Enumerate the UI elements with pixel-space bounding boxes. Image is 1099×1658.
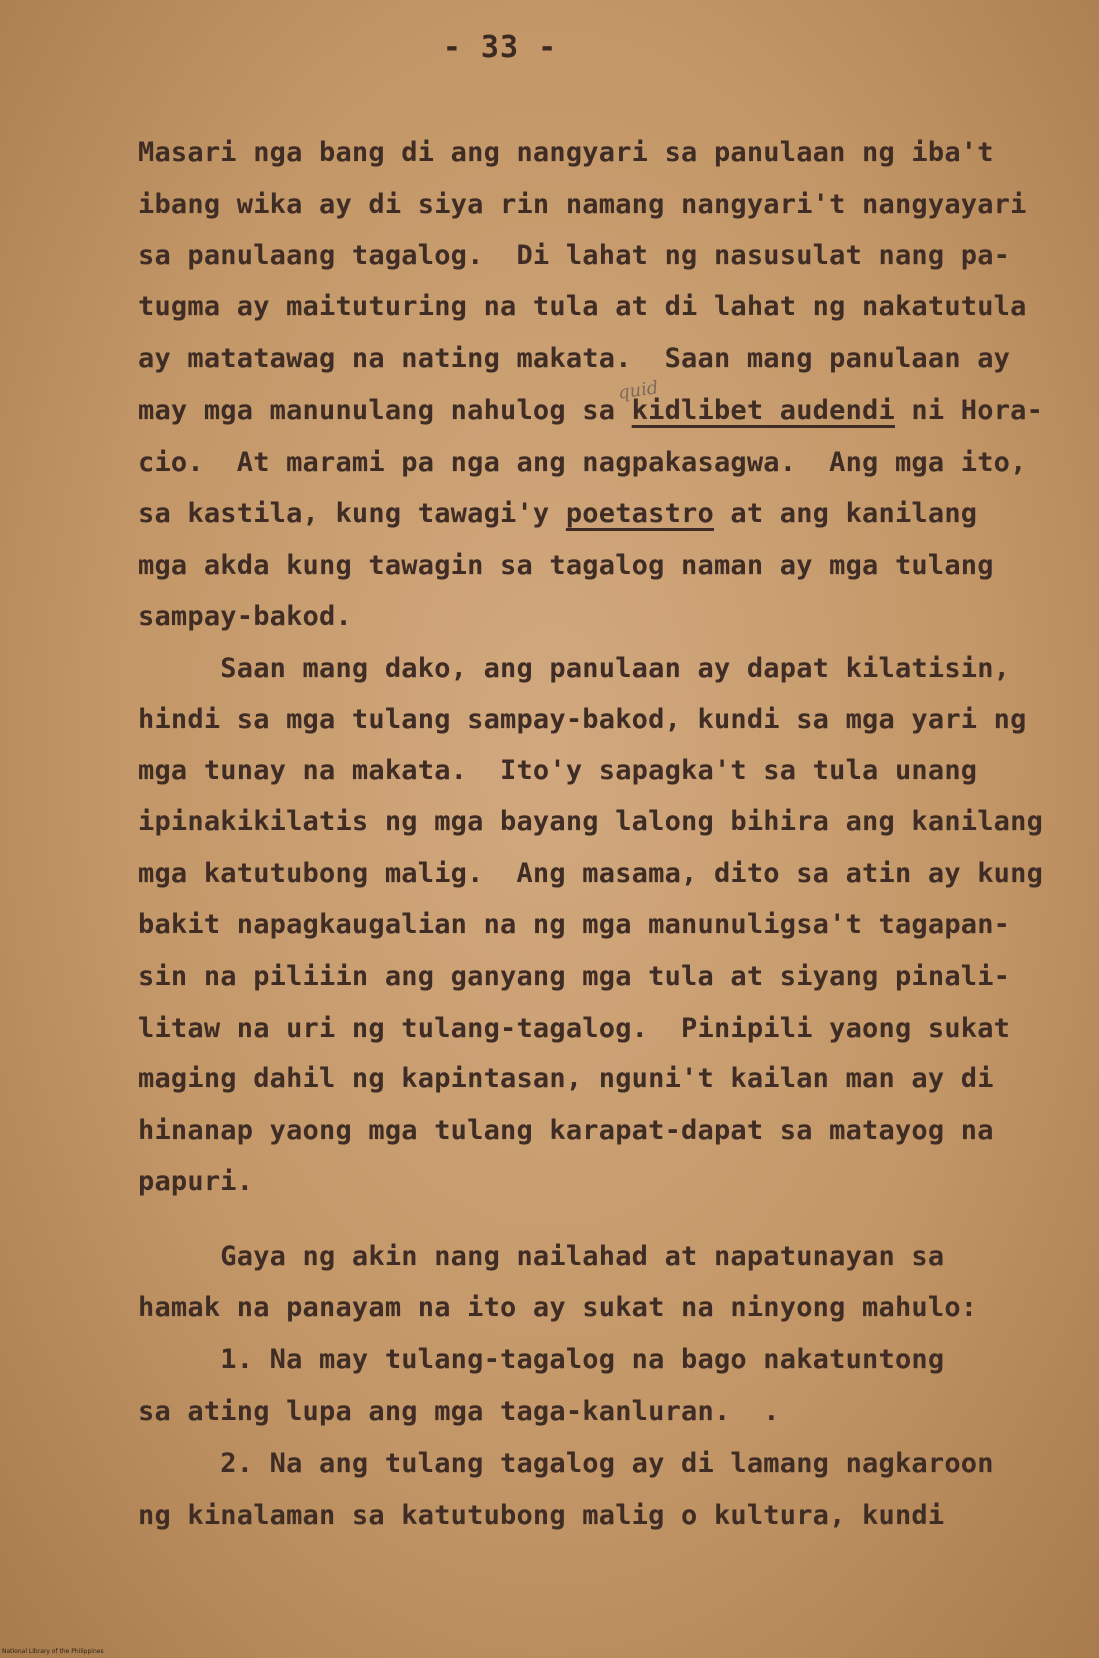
text-line: mga katutubong malig. Ang masama, dito sa atin ay kung xyxy=(138,858,1044,889)
text-line: sampay-bakod. xyxy=(138,601,352,632)
underlined-term: kidlibet audendi xyxy=(631,395,895,426)
text-line: maging dahil ng kapintasan, nguni't kailan man ay di xyxy=(138,1063,994,1094)
text-segment: may mga manunulang nahulog sa xyxy=(138,395,632,426)
text-line: Gaya ng akin nang nailahad at napatunayan sa xyxy=(138,1241,945,1272)
text-line: hindi sa mga tulang sampay-bakod, kundi sa mga yari ng xyxy=(138,704,1027,735)
footer-credit: National Library of the Philippines xyxy=(2,1648,104,1655)
text-line: sa ating lupa ang mga taga-kanluran. . xyxy=(138,1396,780,1427)
text-line: mga akda kung tawagin sa tagalog naman ay mga tulang xyxy=(138,550,994,581)
text-line: ipinakikilatis ng mga bayang lalong bihira ang kanilang xyxy=(138,806,1044,837)
text-segment: ni Hora- xyxy=(894,395,1044,426)
text-line: sin na piliiin ang ganyang mga tula at siyang pinali- xyxy=(138,961,1011,992)
text-line: tugma ay maituturing na tula at di lahat ng nakatutula xyxy=(138,291,1027,322)
page-number: - 33 - xyxy=(442,30,558,65)
text-line: mga tunay na makata. Ito'y sapagka't sa tula unang xyxy=(138,755,978,786)
text-line: 2. Na ang tulang tagalog ay di lamang nagkaroon xyxy=(138,1448,994,1479)
text-line xyxy=(138,497,977,531)
text-line: 1. Na may tulang-tagalog na bago nakatuntong xyxy=(138,1344,945,1375)
text-line: cio. At marami pa nga ang nagpakasagwa. Ang mga ito, xyxy=(138,447,1027,478)
text-line: bakit napagkaugalian na ng mga manunuligsa't tagapan- xyxy=(138,909,1011,940)
text-line: Saan mang dako, ang panulaan ay dapat kilatisin, xyxy=(138,653,1011,684)
text-line: litaw na uri ng tulang-tagalog. Pinipili yaong sukat xyxy=(138,1013,1011,1044)
text-line: hamak na panayam na ito ay sukat na ninyong mahulo: xyxy=(138,1292,978,1323)
text-line: hinanap yaong mga tulang karapat-dapat sa matayog na xyxy=(138,1115,994,1146)
text-line: papuri. xyxy=(138,1166,254,1197)
text-line: sa panulaang tagalog. Di lahat ng nasusulat nang pa- xyxy=(138,240,1011,271)
text-line: ng kinalaman sa katutubong malig o kultura, kundi xyxy=(138,1500,945,1531)
underlined-term: poetastro xyxy=(565,498,714,529)
handwritten-annotation: quid xyxy=(616,377,660,404)
text-line: ibang wika ay di siya rin namang nangyari't nangyayari xyxy=(138,189,1027,220)
text-line: ay matatawag na nating makata. Saan mang panulaan ay xyxy=(138,343,1011,374)
text-line xyxy=(138,394,1043,428)
text-segment: at ang kanilang xyxy=(713,498,978,529)
text-line: Masari nga bang di ang nangyari sa panulaan ng iba't xyxy=(138,137,994,168)
text-segment: sa kastila, kung tawagi'y xyxy=(138,498,566,529)
